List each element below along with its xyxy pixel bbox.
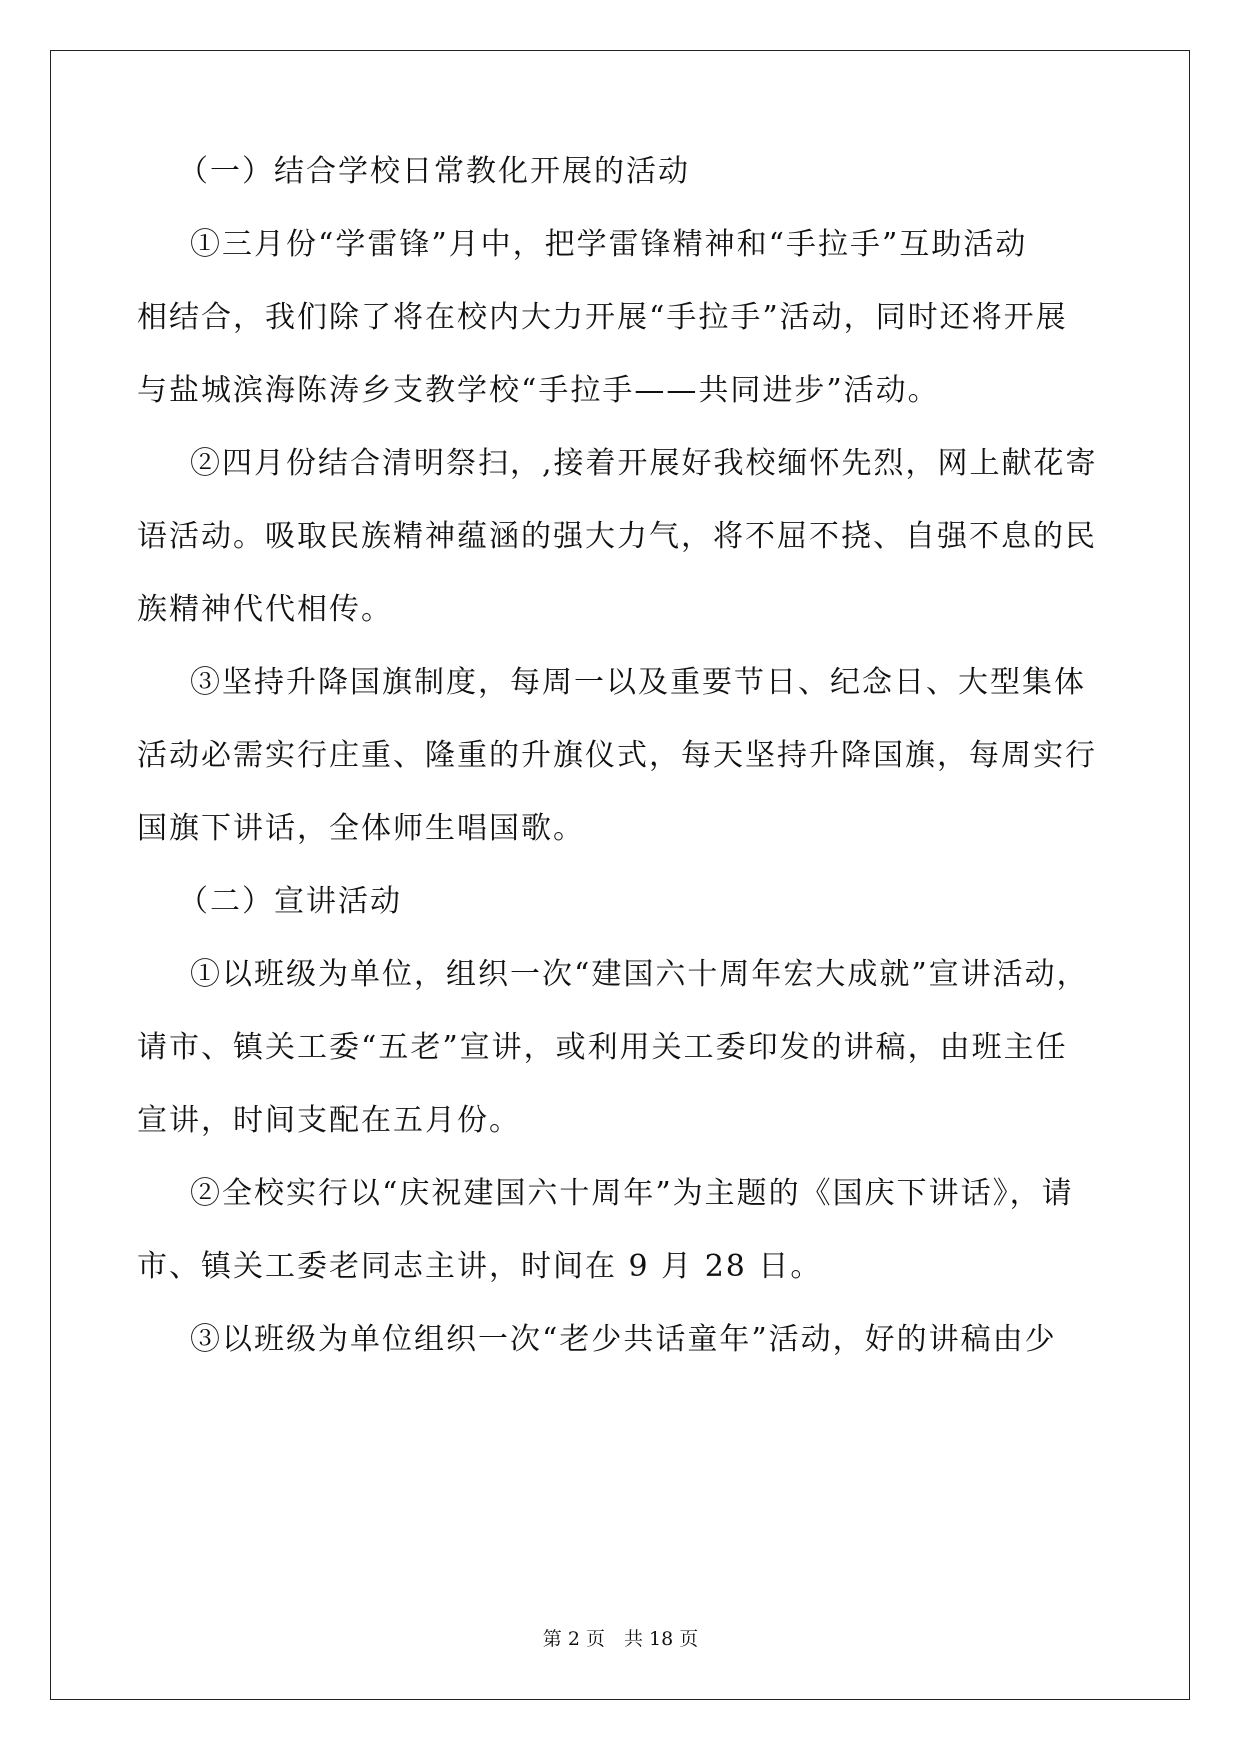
paragraph-line: ③坚持升降国旗制度，每周一以及重要节日、纪念日、大型集体 [190, 665, 1086, 700]
paragraph-line: ②全校实行以“庆祝建国六十周年”为主题的《国庆下讲话》，请 [190, 1176, 1074, 1211]
section-heading-2: （二）宣讲活动 [178, 884, 402, 919]
page-footer: 第 2 页 共 18 页 [542, 1628, 699, 1650]
paragraph-line: 活动必需实行庄重、隆重的升旗仪式，每天坚持升降国旗，每周实行 [137, 738, 1097, 773]
paragraph-line: 相结合，我们除了将在校内大力开展“手拉手”活动，同时还将开展 [137, 300, 1068, 335]
section-heading-1: （一）结合学校日常教化开展的活动 [178, 154, 690, 189]
paragraph-line: 国旗下讲话，全体师生唱国歌。 [137, 811, 585, 846]
paragraph-line: 族精神代代相传。 [137, 592, 393, 627]
page-border [50, 50, 1190, 1700]
paragraph-line: 请市、镇关工委“五老”宣讲，或利用关工委印发的讲稿，由班主任 [137, 1030, 1068, 1065]
paragraph-line: 与盐城滨海陈涛乡支教学校“手拉手——共同进步”活动。 [137, 373, 940, 408]
paragraph-line: ③以班级为单位组织一次“老少共话童年”活动，好的讲稿由少 [190, 1322, 1057, 1357]
paragraph-line: ②四月份结合清明祭扫，,接着开展好我校缅怀先烈，网上献花寄 [190, 446, 1098, 481]
paragraph-line: ①三月份“学雷锋”月中，把学雷锋精神和“手拉手”互助活动 [190, 227, 1028, 262]
paragraph-line: ①以班级为单位，组织一次“建国六十周年宏大成就”宣讲活动， [190, 957, 1089, 992]
paragraph-line: 语活动。吸取民族精神蕴涵的强大力气，将不屈不挠、自强不息的民 [137, 519, 1097, 554]
paragraph-line: 市、镇关工委老同志主讲，时间在 9 月 28 日。 [137, 1249, 823, 1284]
paragraph-line: 宣讲，时间支配在五月份。 [137, 1103, 521, 1138]
